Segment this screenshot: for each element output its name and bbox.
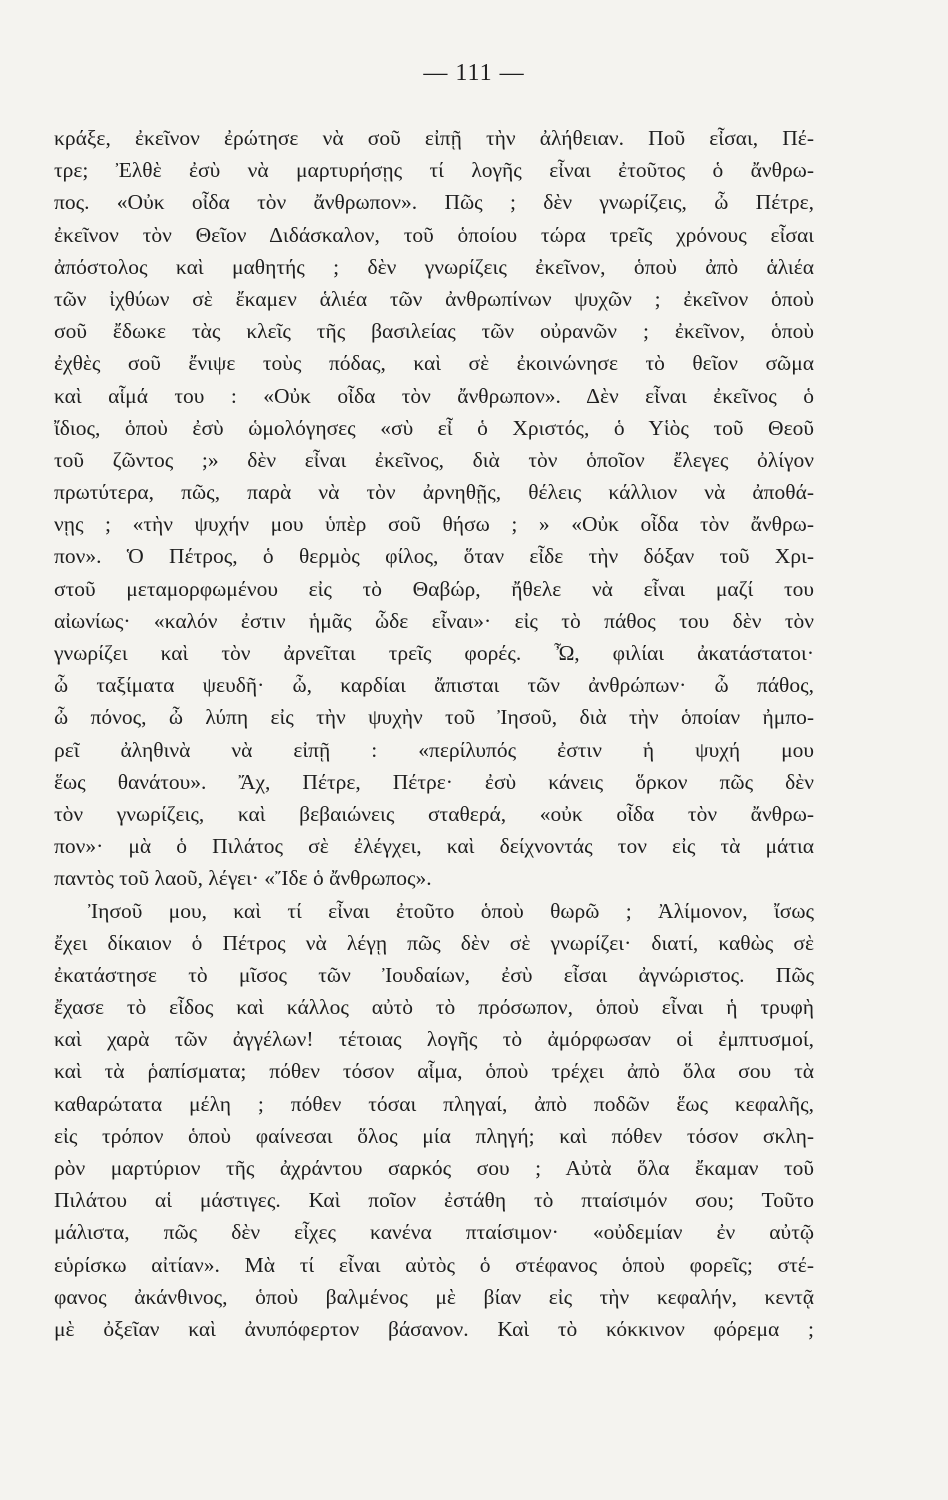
text-line: πον»· μὰ ὁ Πιλάτος σὲ ἐλέγχει, καὶ δείχνοντάς τον εἰς τὰ μάτια bbox=[54, 834, 814, 859]
text-line: καθαρώτατα μέλη ; πόθεν τόσαι πληγαί, ἀπὸ ποδῶν ἕως κεφαλῆς, bbox=[54, 1091, 814, 1116]
text-line: πρωτύτερα, πῶς, παρὰ νὰ τὸν ἀρνηθῇς, θέλεις κάλλιον νὰ ἀποθά- bbox=[54, 480, 814, 505]
text-line: εἰς τρόπον ὁποὺ φαίνεσαι ὅλος μία πληγή; καὶ πόθεν τόσον σκλη- bbox=[54, 1123, 814, 1148]
text-line: ἐχθὲς σοῦ ἔνιψε τοὺς πόδας, καὶ σὲ ἐκοινώνησε τὸ θεῖον σῶμα bbox=[54, 351, 814, 376]
text-line: αἰωνίως· «καλόν ἐστιν ἡμᾶς ὧδε εἶναι»· εἰς τὸ πάθος του δὲν τὸν bbox=[54, 608, 814, 633]
text-line: ρεῖ ἀληθινὰ νὰ εἰπῇ : «περίλυπός ἐστιν ἡ ψυχή μου bbox=[54, 737, 814, 762]
text-line: μὲ ὀξεῖαν καὶ ἀνυπόφερτον βάσανον. Καὶ τὸ κόκκινον φόρεμα ; bbox=[54, 1316, 814, 1341]
text-line: καὶ χαρὰ τῶν ἀγγέλων! τέτοιας λογῆς τὸ ἀμόρφωσαν οἱ ἐμπτυσμοί, bbox=[54, 1027, 814, 1052]
text-line: εὑρίσκω αἰτίαν». Μὰ τί εἶναι αὐτὸς ὁ στέφανος ὁποὺ φορεῖς; στέ- bbox=[54, 1252, 814, 1277]
text-line: τῶν ἰχθύων σὲ ἔκαμεν ἁλιέα τῶν ἀνθρωπίνων ψυχῶν ; ἐκεῖνον ὁποὺ bbox=[54, 286, 814, 311]
text-line: τρε; Ἐλθὲ ἐσὺ νὰ μαρτυρήσῃς τί λογῆς εἶναι ἐτοῦτος ὁ ἄνθρω- bbox=[54, 158, 814, 183]
text-line: στοῦ μεταμορφωμένου εἰς τὸ Θαβώρ, ἤθελε νὰ εἶναι μαζί του bbox=[54, 576, 814, 601]
text-line: ὦ πόνος, ὦ λύπη εἰς τὴν ψυχὴν τοῦ Ἰησοῦ, διὰ τὴν ὁποίαν ἠμπο- bbox=[54, 705, 814, 730]
text-line: καὶ τὰ ῥαπίσματα; πόθεν τόσον αἷμα, ὁποὺ τρέχει ἀπὸ ὅλα σου τὰ bbox=[54, 1059, 814, 1084]
text-line: τὸν γνωρίζεις, καὶ βεβαιώνεις σταθερά, «οὐκ οἶδα τὸν ἄνθρω- bbox=[54, 801, 814, 826]
page-number: — 111 — bbox=[423, 60, 525, 86]
text-line: καὶ αἷμά του : «Οὐκ οἶδα τὸν ἄνθρωπον». Δὲν εἶναι ἐκεῖνος ὁ bbox=[54, 383, 814, 408]
text-line: Πιλάτου αἱ μάστιγες. Καὶ ποῖον ἐστάθη τὸ πταίσιμόν σου; Τοῦτο bbox=[54, 1188, 814, 1213]
text-line: σοῦ ἔδωκε τὰς κλεῖς τῆς βασιλείας τῶν οὐρανῶν ; ἐκεῖνον, ὁποὺ bbox=[54, 319, 814, 344]
text-line: πος. «Οὐκ οἶδα τὸν ἄνθρωπον». Πῶς ; δὲν γνωρίζεις, ὦ Πέτρε, bbox=[54, 190, 814, 215]
text-line: Ἰησοῦ μου, καὶ τί εἶναι ἐτοῦτο ὁποὺ θωρῶ ; Ἀλίμονον, ἴσως bbox=[88, 898, 814, 923]
text-line: μάλιστα, πῶς δὲν εἶχες κανένα πταίσιμον· «οὐδεμίαν ἐν αὐτῷ bbox=[54, 1220, 814, 1245]
text-line: ἕως θανάτου». Ἄχ, Πέτρε, Πέτρε· ἐσὺ κάνεις ὅρκον πῶς δὲν bbox=[54, 769, 814, 794]
text-line: τοῦ ζῶντος ;» δὲν εἶναι ἐκεῖνος, διὰ τὸν ὁποῖον ἔλεγες ὀλίγον bbox=[54, 447, 814, 472]
text-line: κράξε, ἐκεῖνον ἐρώτησε νὰ σοῦ εἰπῇ τὴν ἀλήθειαν. Ποῦ εἶσαι, Πέ- bbox=[54, 126, 814, 150]
text-line: ἔχασε τὸ εἶδος καὶ κάλλος αὐτὸ τὸ πρόσωπον, ὁποὺ εἶναι ἡ τρυφὴ bbox=[54, 995, 814, 1020]
text-line: ἴδιος, ὁποὺ ἐσὺ ὡμολόγησες «σὺ εἶ ὁ Χριστός, ὁ Υἱὸς τοῦ Θεοῦ bbox=[54, 415, 814, 440]
text-line: ἐκατάστησε τὸ μῖσος τῶν Ἰουδαίων, ἐσὺ εἶσαι ἀγνώριστος. Πῶς bbox=[54, 962, 814, 987]
text-line: πον». Ὁ Πέτρος, ὁ θερμὸς φίλος, ὅταν εἶδε τὴν δόξαν τοῦ Χρι- bbox=[54, 544, 814, 569]
text-line: φανος ἀκάνθινος, ὁποὺ βαλμένος μὲ βίαν εἰς τὴν κεφαλήν, κεντᾷ bbox=[54, 1284, 814, 1309]
text-line: παντὸς τοῦ λαοῦ, λέγει· «Ἴδε ὁ ἄνθρωπος». bbox=[54, 866, 432, 891]
text-line: ρὸν μαρτύριον τῆς ἀχράντου σαρκός σου ; Αὐτὰ ὅλα ἔκαμαν τοῦ bbox=[54, 1156, 814, 1180]
text-line: ἐκεῖνον τὸν Θεῖον Διδάσκαλον, τοῦ ὁποίου τώρα τρεῖς χρόνους εἶσαι bbox=[54, 222, 814, 247]
text-line: νῃς ; «τὴν ψυχήν μου ὑπὲρ σοῦ θήσω ; » «Οὐκ οἶδα τὸν ἄνθρω- bbox=[54, 512, 814, 537]
text-line: ὦ ταξίματα ψευδῆ· ὦ, καρδίαι ἄπισται τῶν ἀνθρώπων· ὦ πάθος, bbox=[54, 673, 814, 698]
text-line: ἔχει δίκαιον ὁ Πέτρος νὰ λέγῃ πῶς δὲν σὲ γνωρίζει· διατί, καθὼς σὲ bbox=[54, 930, 814, 955]
text-line: γνωρίζει καὶ τὸν ἀρνεῖται τρεῖς φορές. Ὦ, φιλίαι ἀκατάστατοι· bbox=[54, 641, 814, 665]
text-line: ἀπόστολος καὶ μαθητής ; δὲν γνωρίζεις ἐκεῖνον, ὁποὺ ἀπὸ ἁλιέα bbox=[54, 254, 814, 279]
body-text bbox=[54, 122, 814, 1345]
